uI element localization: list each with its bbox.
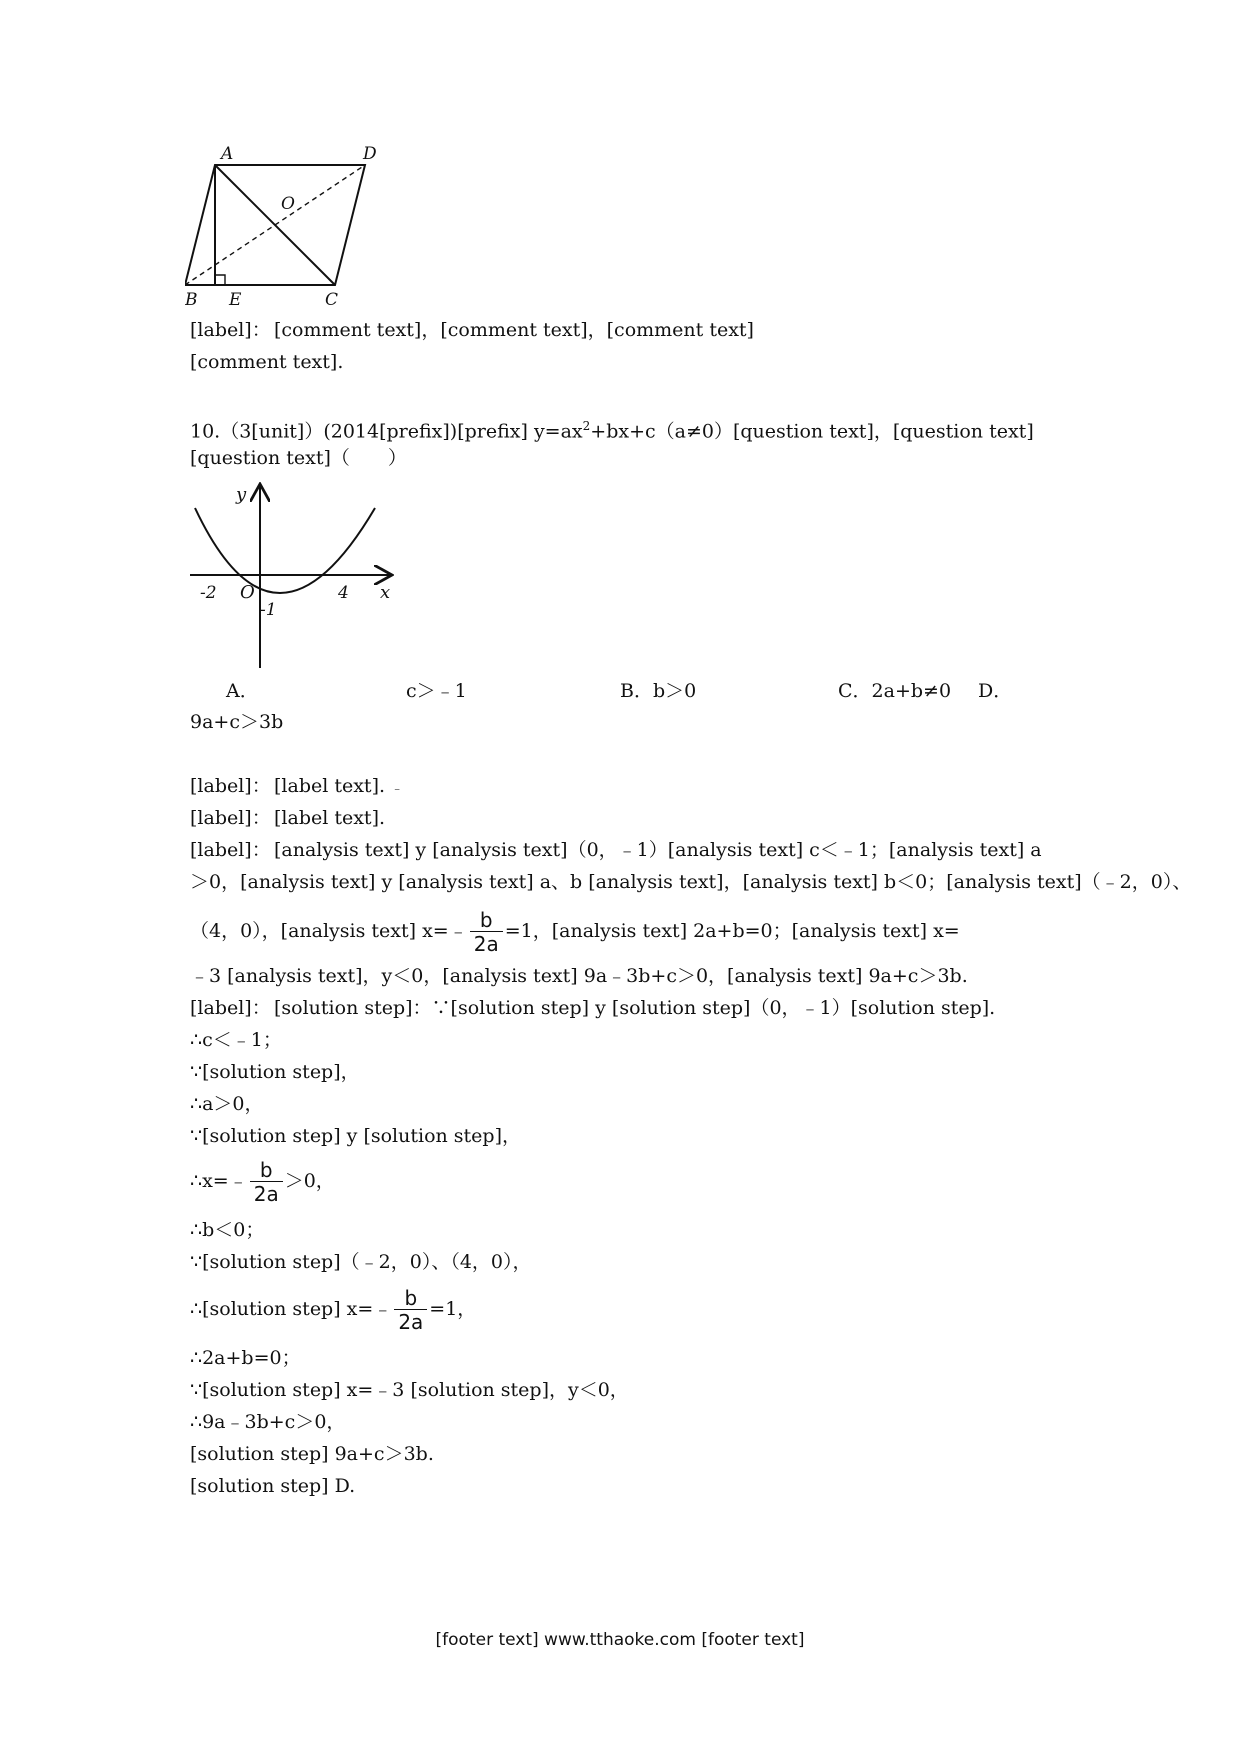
solution-step-9 [190, 1284, 476, 1334]
solution-step-1: [solution step]：∵[solution step] y [solution step]（0，﹣1）[solution step]. [274, 997, 996, 1019]
fraction-denominator: 2a [470, 931, 503, 956]
zhuanti-line [190, 804, 385, 832]
option-b: B．b＞0 [620, 680, 697, 702]
comment-label: [label]： [190, 319, 271, 341]
option-d-label: D． [978, 680, 1013, 702]
comment-line-1 [190, 316, 754, 344]
zhuanti-label: [label]： [190, 807, 271, 829]
kaodian-text: [label text]. [274, 775, 386, 797]
solution-line-1 [190, 994, 995, 1022]
fraction-denominator: 2a [250, 1181, 283, 1206]
solution-9-pre: ∴[solution step] x=﹣ [190, 1298, 393, 1320]
root-left-label: -2 [200, 583, 217, 603]
y-axis-label: y [236, 484, 247, 505]
rhombus-figure [185, 145, 395, 315]
fraction-b-over-2a [250, 1159, 283, 1206]
parabola-graph [180, 478, 400, 678]
label-C: C [325, 290, 339, 310]
option-d-text: 9a+c＞3b [190, 711, 284, 733]
comment-text-1: [comment text]，[comment text]，[comment text] [274, 319, 754, 341]
fenxi-text-1: [analysis text] y [analysis text]（0，﹣1）[analysis text] c＜﹣1；[analysis text] a [274, 839, 1042, 861]
fraction-numerator: b [404, 1285, 418, 1310]
fenxi-line-1 [190, 836, 1042, 864]
fraction-denominator: 2a [394, 1309, 427, 1334]
option-a-label: A． [226, 680, 259, 702]
solution-6-pre: ∴x=﹣ [190, 1170, 248, 1192]
kaodian-label: [label]： [190, 775, 271, 797]
solution-step-4: ∴a＞0， [190, 1093, 264, 1115]
solution-step-10: ∴2a+b=0； [190, 1347, 301, 1369]
fraction-numerator: b [479, 907, 493, 932]
fraction-numerator: b [259, 1157, 273, 1182]
label-A: A [221, 145, 234, 164]
comment-line-2: [comment text]. [190, 351, 344, 373]
question-line-1 [190, 412, 1034, 445]
solution-step-7: ∴b＜0； [190, 1219, 265, 1241]
intercept-label: -1 [260, 600, 277, 620]
solution-step-13: [solution step] 9a+c＞3b. [190, 1443, 434, 1465]
fenxi-line-3 [190, 906, 960, 956]
kaodian-line [190, 772, 403, 802]
question-sup: 2 [582, 419, 591, 433]
question-post: +bx+c（a≠0）[question text]，[question text] [590, 420, 1034, 443]
fenxi-3-pre: （4，0），[analysis text] x=﹣ [190, 920, 468, 942]
solution-step-12: ∴9a﹣3b+c＞0， [190, 1411, 346, 1433]
solution-step-6 [190, 1156, 335, 1206]
label-D: D [363, 145, 377, 164]
fraction-b-over-2a [394, 1287, 427, 1334]
x-axis-label: x [380, 582, 391, 603]
page-footer: [footer text] www.tthaoke.com [footer text] [435, 1630, 805, 1650]
solution-step-14: [solution step] D. [190, 1475, 356, 1497]
solution-9-post: =1， [429, 1298, 477, 1320]
solution-step-5: ∵[solution step] y [solution step]， [190, 1125, 521, 1147]
kaodian-dash: ﹣ [391, 781, 404, 795]
label-O: O [281, 194, 295, 214]
label-B: B [185, 290, 198, 310]
question-pre: 10.（3[unit]）(2014[prefix])[prefix] y=ax [190, 420, 583, 443]
origin-label: O [240, 582, 255, 603]
option-c: C．2a+b≠0 [838, 680, 952, 702]
solution-6-post: ＞0， [284, 1170, 335, 1192]
fraction-b-over-2a [470, 909, 503, 956]
option-a-text: c＞﹣1 [406, 680, 467, 702]
question-line-2: [question text]（ ） [190, 447, 407, 469]
solution-step-2: ∴c＜﹣1； [190, 1029, 282, 1051]
fenxi-line-2: ＞0，[analysis text] y [analysis text] a、b [analysis text]，[analysis text] b＜0；[analysis text]（﹣2，0）、 [190, 871, 1192, 893]
zhuanti-text: [label text]. [274, 807, 386, 829]
solution-step-11: ∵[solution step] x=﹣3 [solution step]，y＜0， [190, 1379, 629, 1401]
solution-label: [label]： [190, 997, 271, 1019]
solution-step-3: ∵[solution step]， [190, 1061, 360, 1083]
fenxi-label: [label]： [190, 839, 271, 861]
fenxi-3-post: =1，[analysis text] 2a+b=0；[analysis text] x= [504, 920, 960, 942]
solution-step-8: ∵[solution step]（﹣2，0）、（4，0）， [190, 1251, 532, 1273]
label-E: E [229, 290, 242, 310]
fenxi-line-4: ﹣3 [analysis text]，y＜0，[analysis text] 9a﹣3b+c＞0，[analysis text] 9a+c＞3b. [190, 965, 968, 987]
root-right-label: 4 [338, 583, 349, 603]
